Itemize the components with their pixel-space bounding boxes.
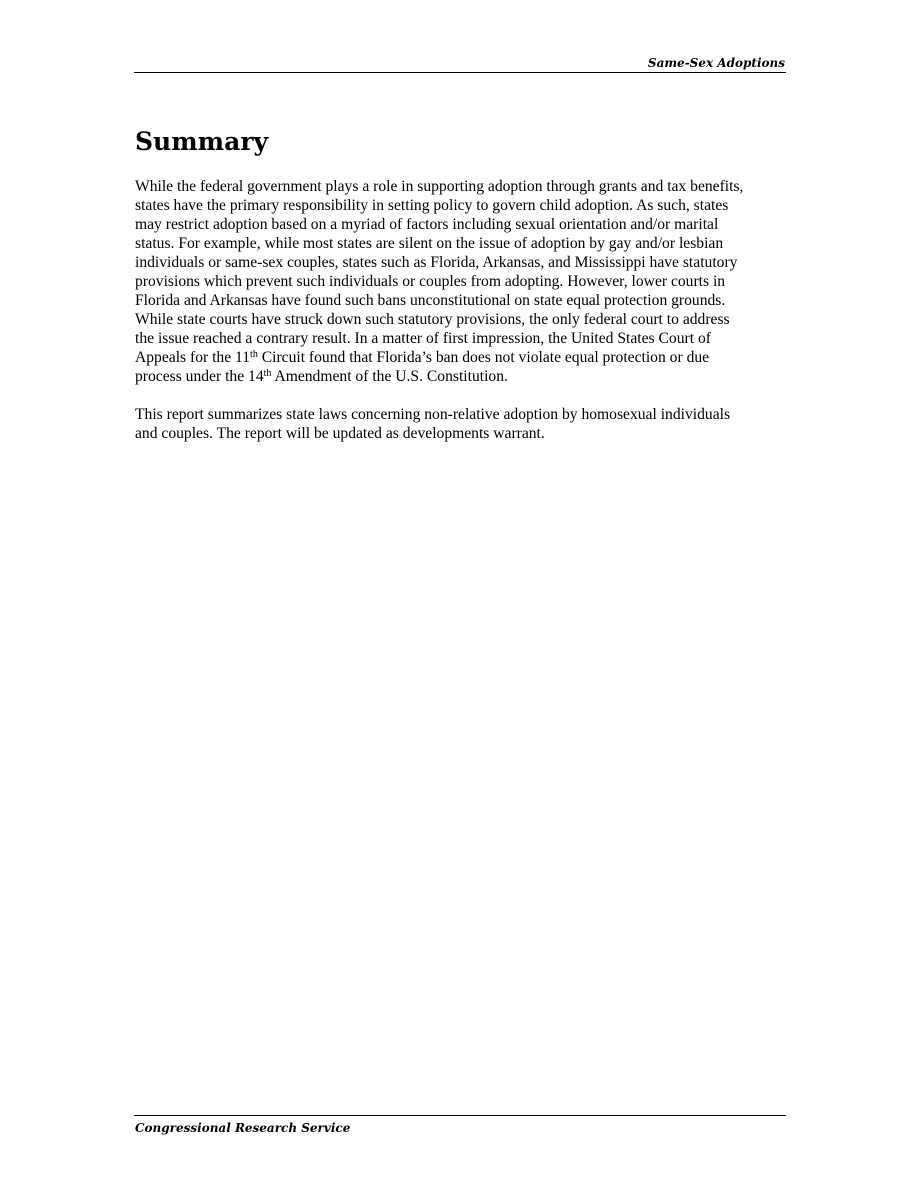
text-line: While state courts have struck down such statutory provisions, the only federal court to address: [135, 311, 730, 328]
footer-organization: Congressional Research Service: [135, 1121, 351, 1135]
text-fragment: Circuit found that Florida’s ban does not violate equal protection or due: [257, 349, 710, 366]
text-line: [135, 348, 795, 367]
text-fragment: process under the 14: [135, 368, 264, 385]
text-line: This report summarizes state laws concerning non-relative adoption by homosexual individuals: [135, 406, 731, 423]
running-title: Same-Sex Adoptions: [647, 56, 785, 70]
text-fragment: Amendment of the U.S. Constitution.: [271, 368, 508, 385]
page-footer: [134, 1115, 786, 1135]
page-content: [135, 122, 795, 443]
summary-paragraph-1: [135, 177, 795, 386]
text-line: status. For example, while most states are silent on the issue of adoption by gay and/or lesbian: [135, 235, 724, 252]
text-line: individuals or same-sex couples, states such as Florida, Arkansas, and Mississippi have statutory: [135, 254, 738, 271]
ordinal-suffix: th: [263, 368, 272, 379]
text-line: may restrict adoption based on a myriad of factors including sexual orientation and/or marital: [135, 216, 719, 233]
text-line: [135, 367, 795, 386]
text-line: Florida and Arkansas have found such bans unconstitutional on state equal protection grounds.: [135, 292, 726, 309]
text-fragment: Appeals for the 11: [135, 349, 251, 366]
text-line: provisions which prevent such individuals or couples from adopting. However, lower courts in: [135, 273, 726, 290]
ordinal-suffix: th: [250, 349, 258, 360]
page-header: [134, 56, 786, 73]
page-title: Summary: [135, 127, 269, 156]
text-line: the issue reached a contrary result. In a matter of first impression, the United States Court of: [135, 330, 711, 347]
text-line: While the federal government plays a role in supporting adoption through grants and tax benefits,: [135, 178, 744, 195]
text-line: states have the primary responsibility in setting policy to govern child adoption. As such, states: [135, 197, 729, 214]
text-line: and couples. The report will be updated as developments warrant.: [135, 425, 545, 442]
summary-paragraph-2: [135, 405, 795, 443]
